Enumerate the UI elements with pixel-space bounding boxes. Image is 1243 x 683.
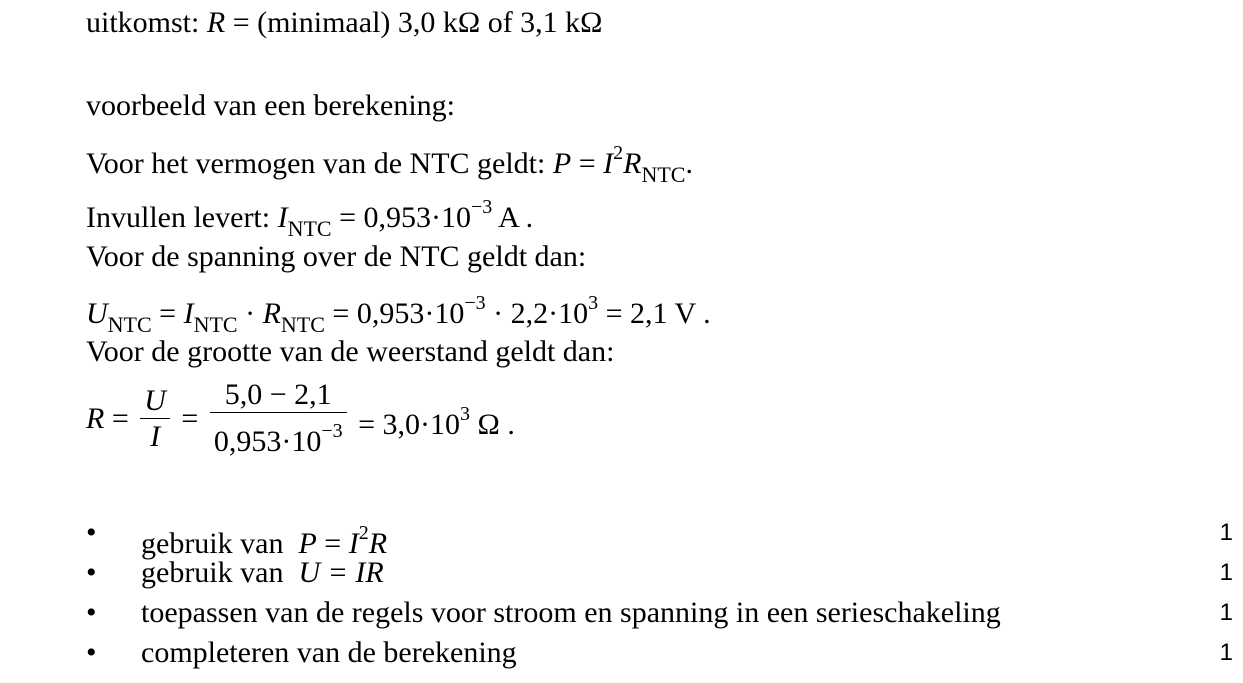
score-points: 1 <box>1219 559 1233 586</box>
power-formula: $P = I^2R_{NTC}$. <box>552 142 693 187</box>
result-line <box>86 6 602 40</box>
resistance-formula: R = $\frac{U}{I}$ = $\frac{5,0 - 2,1}{0,953\cdot 10^{-3}}$ = $3,0\cdot 10^3$ Ω . <box>86 378 515 458</box>
fill-formula: $I_{NTC} = 0,953\cdot 10^{-3}$ A . <box>277 196 534 241</box>
fraction-u-over-i: $\frac{U}{I}$ <box>140 384 170 455</box>
score-points: 1 <box>1219 519 1233 546</box>
bullet: • <box>86 556 97 589</box>
fill-intro: Invullen levert: <box>86 201 271 234</box>
result-symbol: R <box>206 6 226 39</box>
resistance-intro: Voor de grootte van de weerstand geldt dan: <box>86 335 615 368</box>
scoring-text: toepassen van de regels voor stroom en spanning in een serieschakeling <box>141 596 1001 629</box>
voltage-formula: $U_{NTC} = I_{NTC} \cdot R_{NTC} = 0,953\cdot 10^{-3} \cdot 2,2\cdot 10^3 = 2,1$ V . <box>86 292 711 337</box>
fraction-values: $\frac{5,0 - 2,1}{0,953\cdot 10^{-3}}$ <box>210 378 347 460</box>
scoring-text: gebruik van $P = I^2R$ <box>141 522 388 560</box>
power-formula-line <box>86 136 693 192</box>
scoring-text: completeren van de berekening <box>141 636 517 669</box>
result-values: = (minimaal) 3,0 kΩ of 3,1 kΩ <box>225 6 603 39</box>
scoring-text: gebruik van U = IR <box>141 556 384 589</box>
voltage-intro: Voor de spanning over de NTC geldt dan: <box>86 240 587 273</box>
example-heading: voorbeeld van een berekening: <box>86 89 456 122</box>
score-points: 1 <box>1219 599 1233 626</box>
score-points: 1 <box>1219 639 1233 666</box>
result-label: uitkomst: <box>86 6 207 39</box>
fill-in-line <box>86 190 533 246</box>
bullet: • <box>86 636 97 669</box>
bullet: • <box>86 596 97 629</box>
bullet: • <box>86 516 97 549</box>
power-intro: Voor het vermogen van de NTC geldt: <box>86 147 546 180</box>
